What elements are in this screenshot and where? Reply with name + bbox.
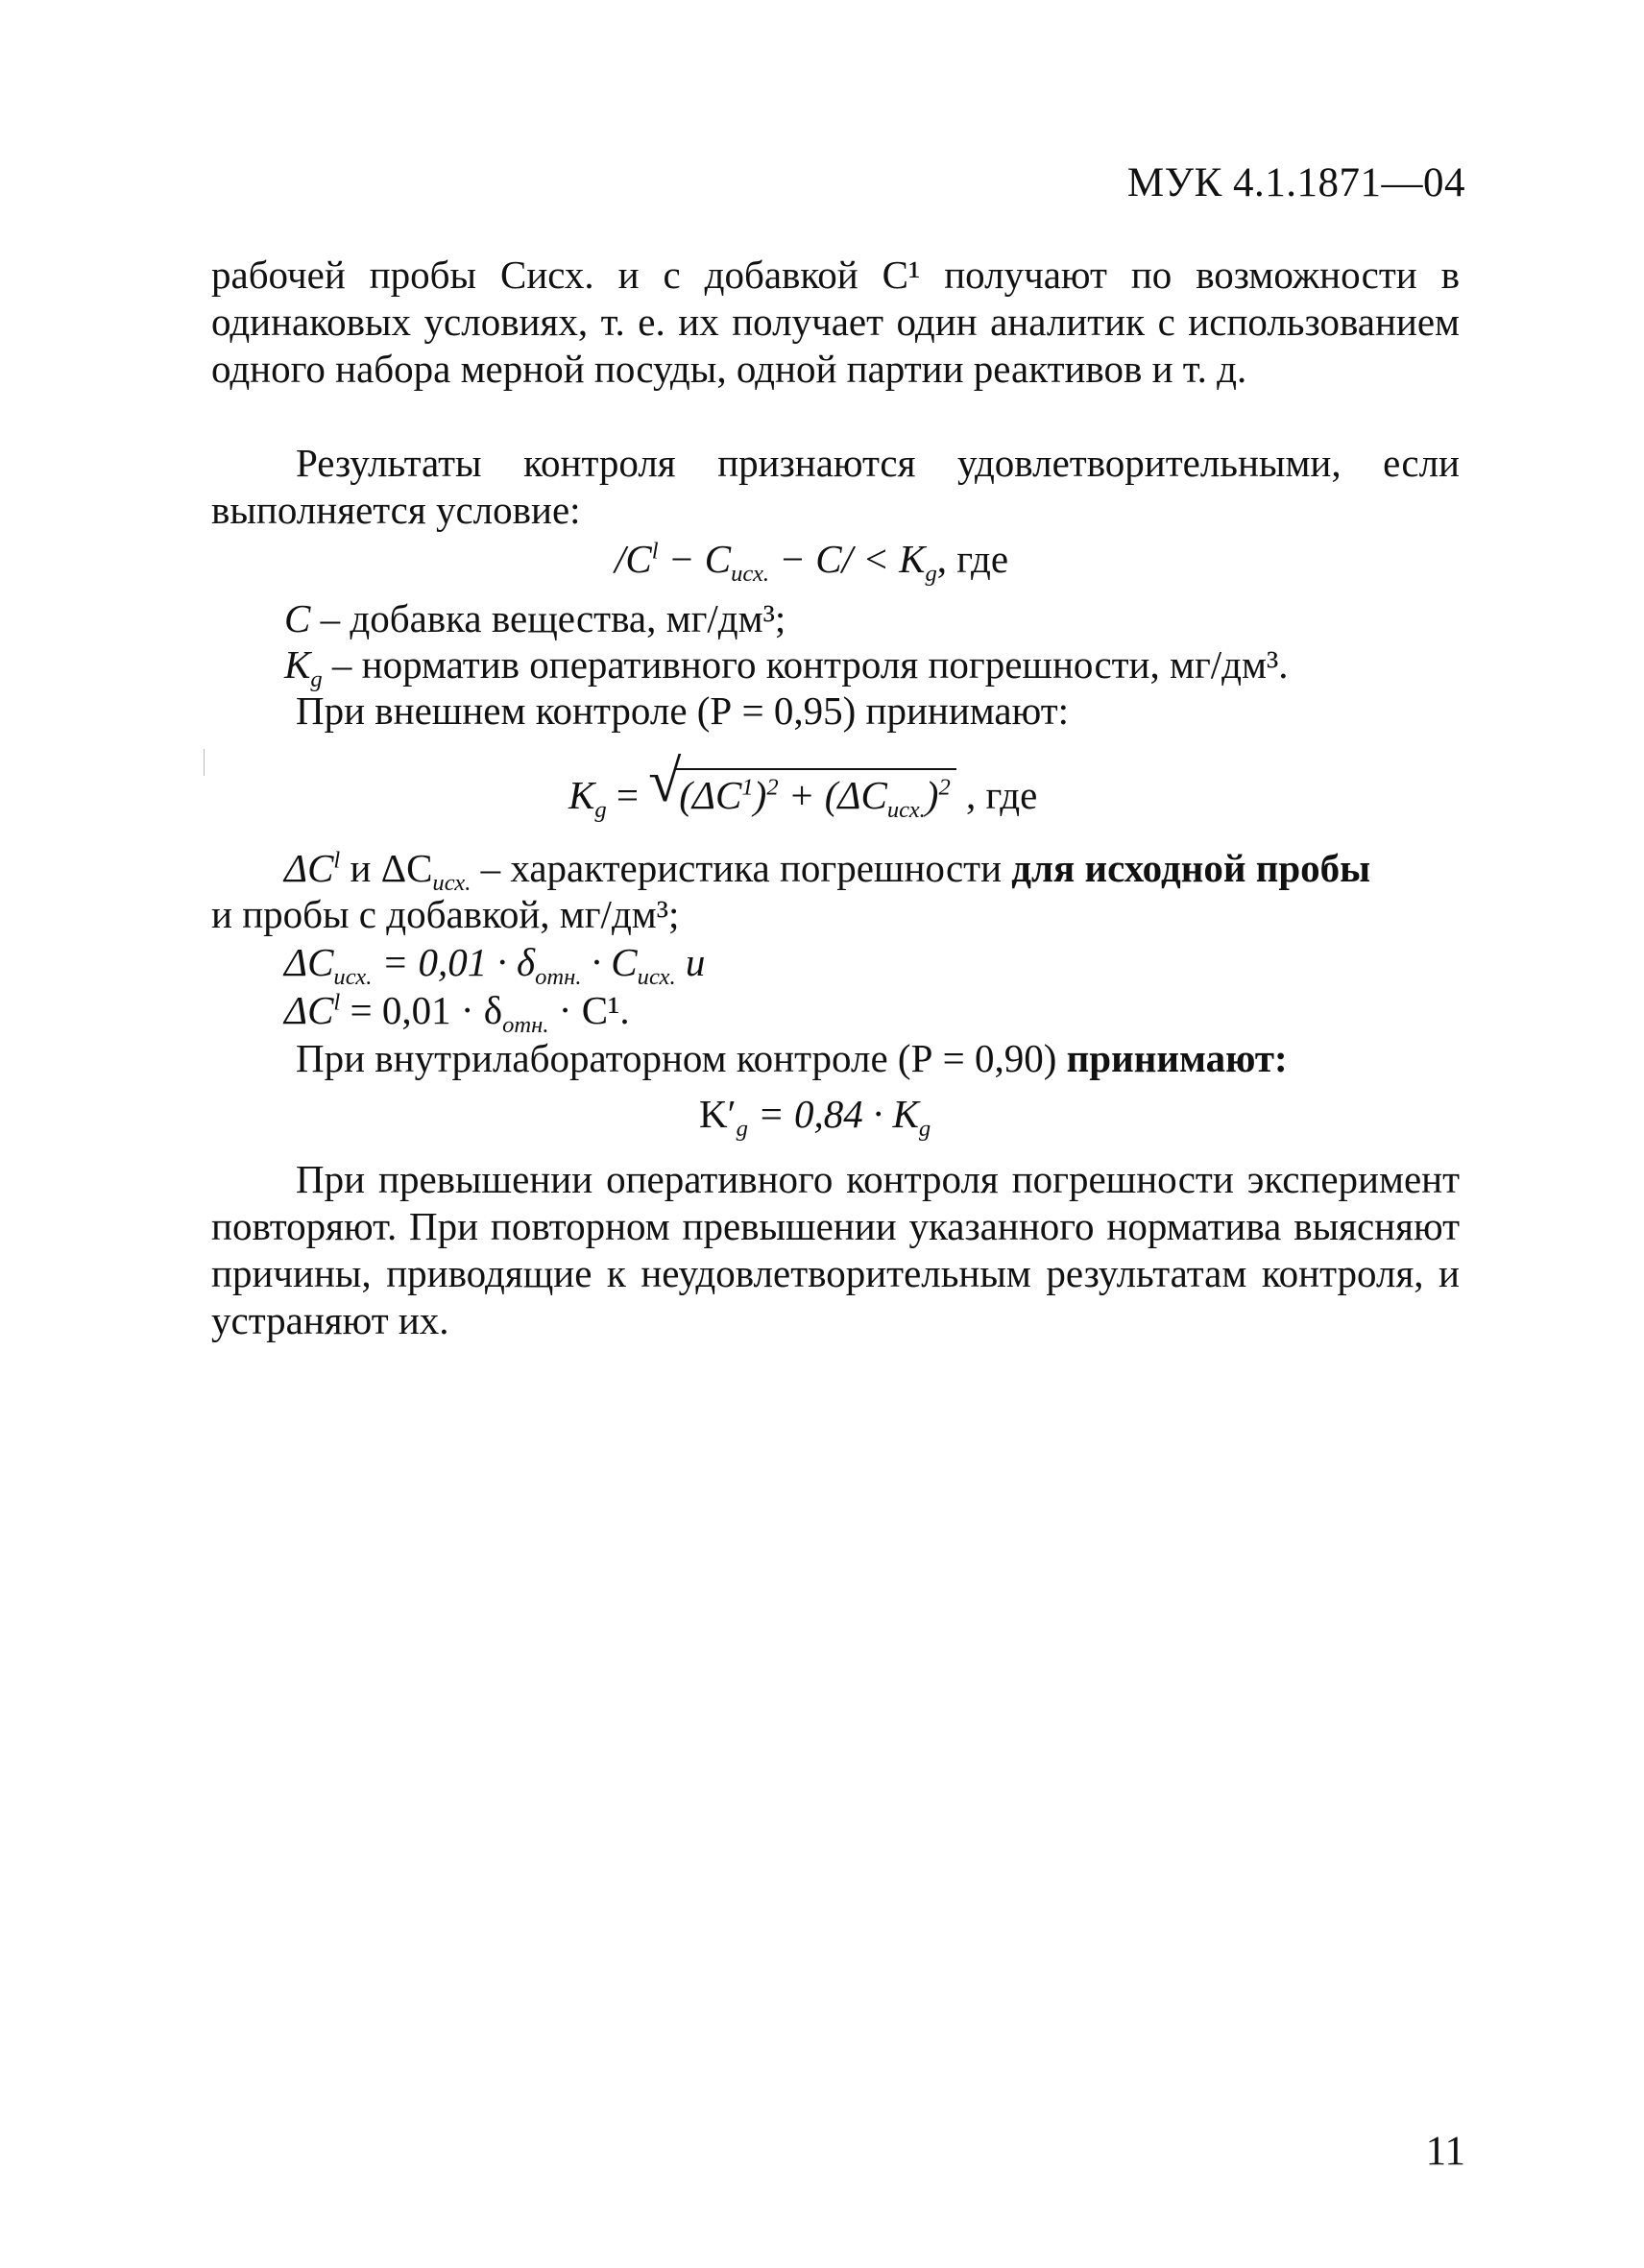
formula-kg-prime: $K'_g = 0,84 \cdot K_g$	[699, 1092, 931, 1143]
definition-delta: $\Delta C^l$ и $\Delta C_{исх.}$ – характеристика погрешности для исходной пробы	[284, 846, 1371, 897]
radicand: $(\Delta C^1)^2 + (\Delta C_{исх.})^2$	[675, 768, 955, 819]
formula-condition: $/C^l - C_{исх.} - C/ < K_g$, где	[615, 537, 1009, 588]
definition-c: C – добавка вещества, мг/дм³;	[284, 596, 786, 640]
formula-delta-c-ish: $\Delta C_{исх.} = 0,01 \cdot \delta_{отн.} \cdot C_{исх.}$ и	[284, 940, 706, 991]
definition-kg: $K_g$ – норматив оперативного контроля погрешности, мг/дм³.	[284, 642, 1289, 693]
paragraph-exceedance: При превышении оперативного контроля погрешности эксперимент повторяют. При повторном превышении указанного норматива выясняют причины, приводящие к неудовлетворительным результатам контроля, и устраняют их.	[211, 1157, 1460, 1342]
scan-mark	[204, 749, 205, 776]
paragraph-sample-conditions: рабочей пробы Сисх. и с добавкой С¹ получают по возможности в одинаковых условиях, т. е. их получает один аналитик с использованием одного набора мерной посуды, одной партии реактивов и т. д.	[211, 253, 1460, 391]
formula-delta-c1: $\Delta C^l = 0,01 \cdot \delta_{отн.} \cdot С^1$.	[284, 988, 630, 1039]
external-control-text: При внешнем контроле (Р = 0,95) принимают:	[296, 688, 1070, 733]
formula-kg-sqrt: $K_g$ = √ $(\Delta C^1)^2 + (\Delta C_{исх.})^2$ , где	[568, 749, 1038, 824]
document-code-header: МУК 4.1.1871—04	[1126, 160, 1465, 205]
internal-control-text: При внутрилабораторном контроле (Р = 0,90) принимают:	[296, 1036, 1288, 1080]
page-number: 11	[1425, 2129, 1465, 2174]
radical-sign: √	[648, 749, 682, 814]
paragraph-results-condition: Результаты контроля признаются удовлетворительными, если выполняется условие:	[211, 441, 1460, 532]
definition-delta-continued: и пробы с добавкой, мг/дм³;	[211, 892, 680, 936]
